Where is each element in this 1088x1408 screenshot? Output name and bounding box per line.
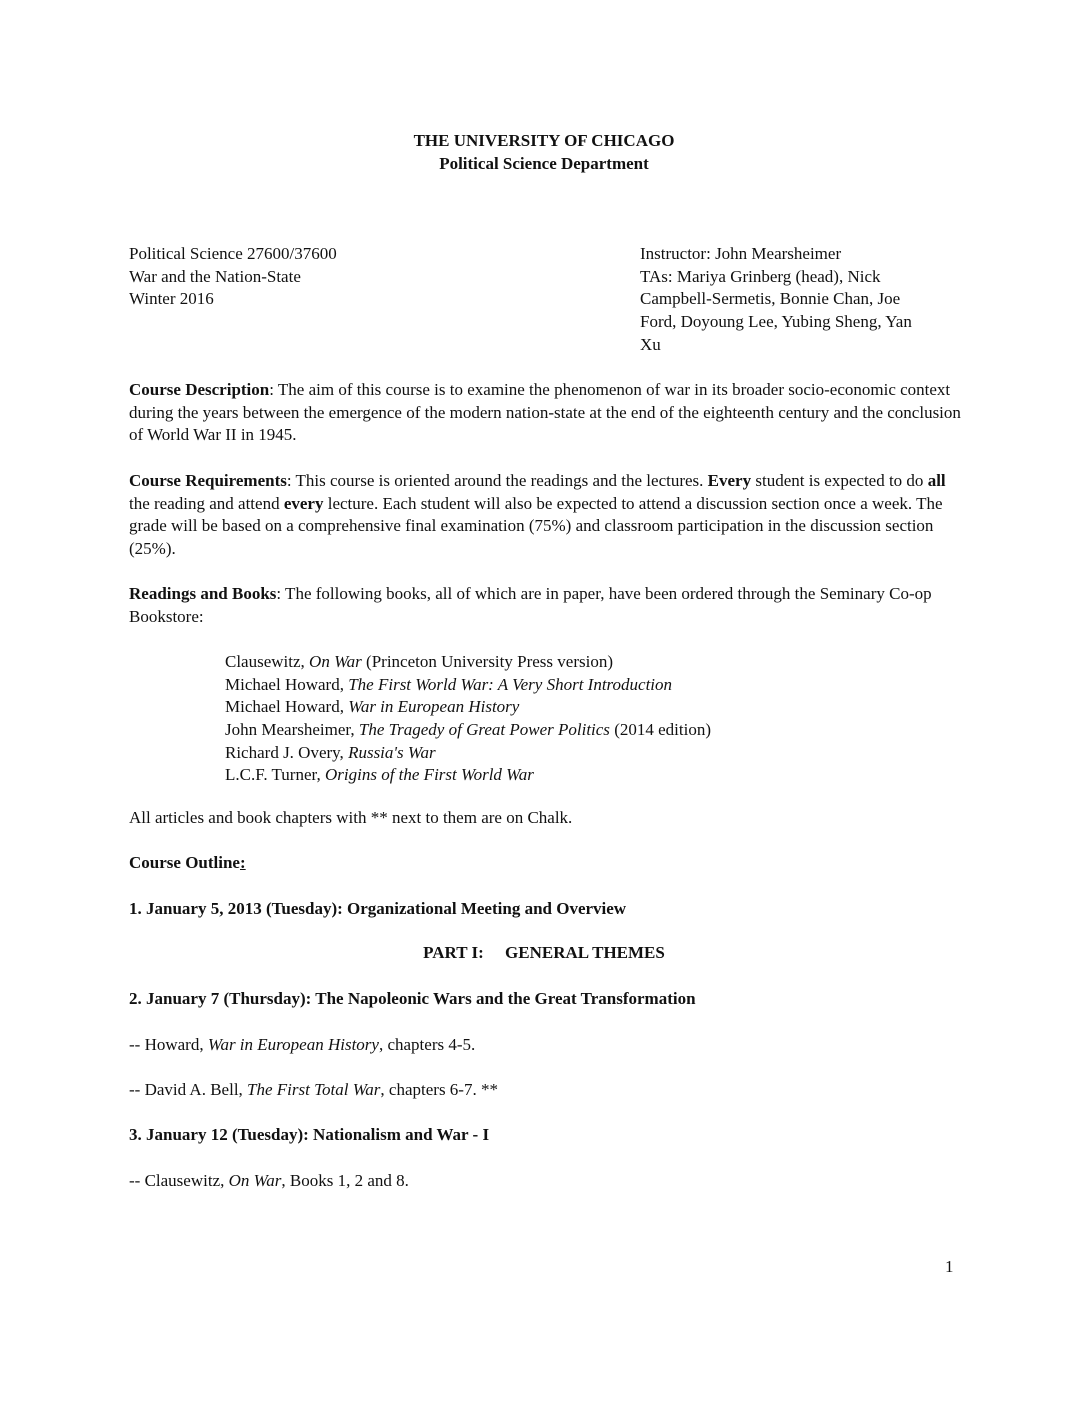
book-title: War in European History bbox=[348, 697, 520, 717]
instructor-line: Instructor: John Mearsheimer bbox=[640, 244, 842, 263]
description-label: Course Description bbox=[129, 380, 270, 399]
book-note: (2014 edition) bbox=[609, 720, 711, 740]
ta-line: Campbell-Sermetis, Bonnie Chan, Joe bbox=[640, 289, 901, 309]
book-item bbox=[225, 719, 711, 742]
requirements-text: the reading and attend bbox=[129, 493, 284, 513]
requirements-emphasis: every bbox=[283, 493, 324, 513]
requirements-text: student is expected to do bbox=[751, 471, 928, 490]
course-description bbox=[129, 379, 961, 447]
ta-line: Ford, Doyoung Lee, Yubing Sheng, Yan bbox=[640, 312, 912, 332]
course-title: War and the Nation-State bbox=[129, 266, 301, 286]
book-author: L.C.F. Turner, bbox=[225, 765, 325, 785]
session-heading: 1. January 5, 2013 (Tuesday): Organizational Meeting and Overview bbox=[129, 899, 627, 918]
book-title: On War bbox=[309, 652, 362, 671]
reading-detail: , chapters 6-7. ** bbox=[380, 1080, 498, 1099]
book-item bbox=[225, 651, 711, 674]
outline-label: Course Outline bbox=[129, 853, 240, 872]
reading-author: -- Howard, bbox=[129, 1035, 208, 1054]
session-heading: 2. January 7 (Thursday): The Napoleonic Wars and the Great Transformation bbox=[129, 989, 696, 1008]
course-requirements bbox=[129, 470, 961, 561]
requirements-emphasis: Every bbox=[707, 471, 752, 490]
reading-item bbox=[129, 1080, 498, 1100]
book-title: The Tragedy of Great Power Politics bbox=[358, 720, 610, 740]
reading-detail: , Books 1, 2 and 8. bbox=[281, 1171, 409, 1190]
book-note: (Princeton University Press version) bbox=[361, 652, 613, 671]
session-heading: 3. January 12 (Tuesday): Nationalism and War - I bbox=[129, 1125, 490, 1144]
course-info-left bbox=[129, 243, 337, 311]
book-title: Origins of the First World War bbox=[324, 765, 534, 785]
book-title: Russia's War bbox=[348, 742, 436, 762]
reading-title: War in European History bbox=[207, 1035, 379, 1054]
ta-line: TAs: Mariya Grinberg (head), Nick bbox=[640, 266, 881, 286]
outline-colon: : bbox=[239, 853, 246, 872]
readings-and-books bbox=[129, 583, 961, 628]
book-item bbox=[225, 674, 711, 697]
part-heading: PART I: GENERAL THEMES bbox=[423, 943, 665, 962]
course-term: Winter 2016 bbox=[129, 289, 214, 309]
reading-author: -- David A. Bell, bbox=[129, 1080, 248, 1099]
requirements-text: : This course is oriented around the readings and the lectures. bbox=[286, 471, 708, 490]
course-number: Political Science 27600/37600 bbox=[129, 244, 337, 263]
book-author: Michael Howard, bbox=[225, 697, 349, 717]
book-author: Richard J. Overy, bbox=[225, 742, 349, 762]
readings-text: : The following books, all of which are in paper, have been ordered through the Seminary Co-op Bookstore: bbox=[129, 584, 932, 626]
course-info-right bbox=[640, 243, 912, 356]
ta-line: Xu bbox=[640, 334, 661, 354]
university-title: THE UNIVERSITY OF CHICAGO bbox=[413, 131, 675, 150]
book-item bbox=[225, 742, 711, 765]
course-outline-heading bbox=[129, 853, 246, 873]
requirements-emphasis: all bbox=[927, 471, 946, 490]
book-list bbox=[225, 651, 711, 787]
requirements-label: Course Requirements bbox=[129, 471, 287, 490]
reading-detail: , chapters 4-5. bbox=[378, 1035, 476, 1054]
department-title: Political Science Department bbox=[439, 154, 649, 173]
reading-item bbox=[129, 1035, 475, 1055]
reading-item bbox=[129, 1171, 409, 1191]
book-item bbox=[225, 764, 711, 787]
book-item bbox=[225, 696, 711, 719]
reading-title: The First Total War bbox=[247, 1080, 381, 1099]
page-number: 1 bbox=[945, 1257, 954, 1276]
readings-label: Readings and Books bbox=[129, 584, 277, 603]
book-title: The First World War: A Very Short Introduction bbox=[348, 674, 673, 694]
book-author: Michael Howard, bbox=[225, 674, 349, 694]
reading-author: -- Clausewitz, bbox=[129, 1171, 229, 1190]
chalk-note: All articles and book chapters with ** next to them are on Chalk. bbox=[129, 808, 573, 827]
book-author: John Mearsheimer, bbox=[225, 720, 359, 740]
requirements-text: lecture. Each student will also be expected to attend a discussion section once a week. The grade will be based on a comprehensive final examination (75%) and classroom participation in the discussion section (25%). bbox=[129, 493, 943, 559]
reading-title: On War bbox=[228, 1171, 282, 1190]
book-author: Clausewitz, bbox=[225, 652, 310, 671]
description-text: : The aim of this course is to examine the phenomenon of war in its broader socio-economic context during the years between the emergence of the modern nation-state at the end of the eighteenth century and the conclusion of World War II in 1945. bbox=[129, 380, 961, 445]
